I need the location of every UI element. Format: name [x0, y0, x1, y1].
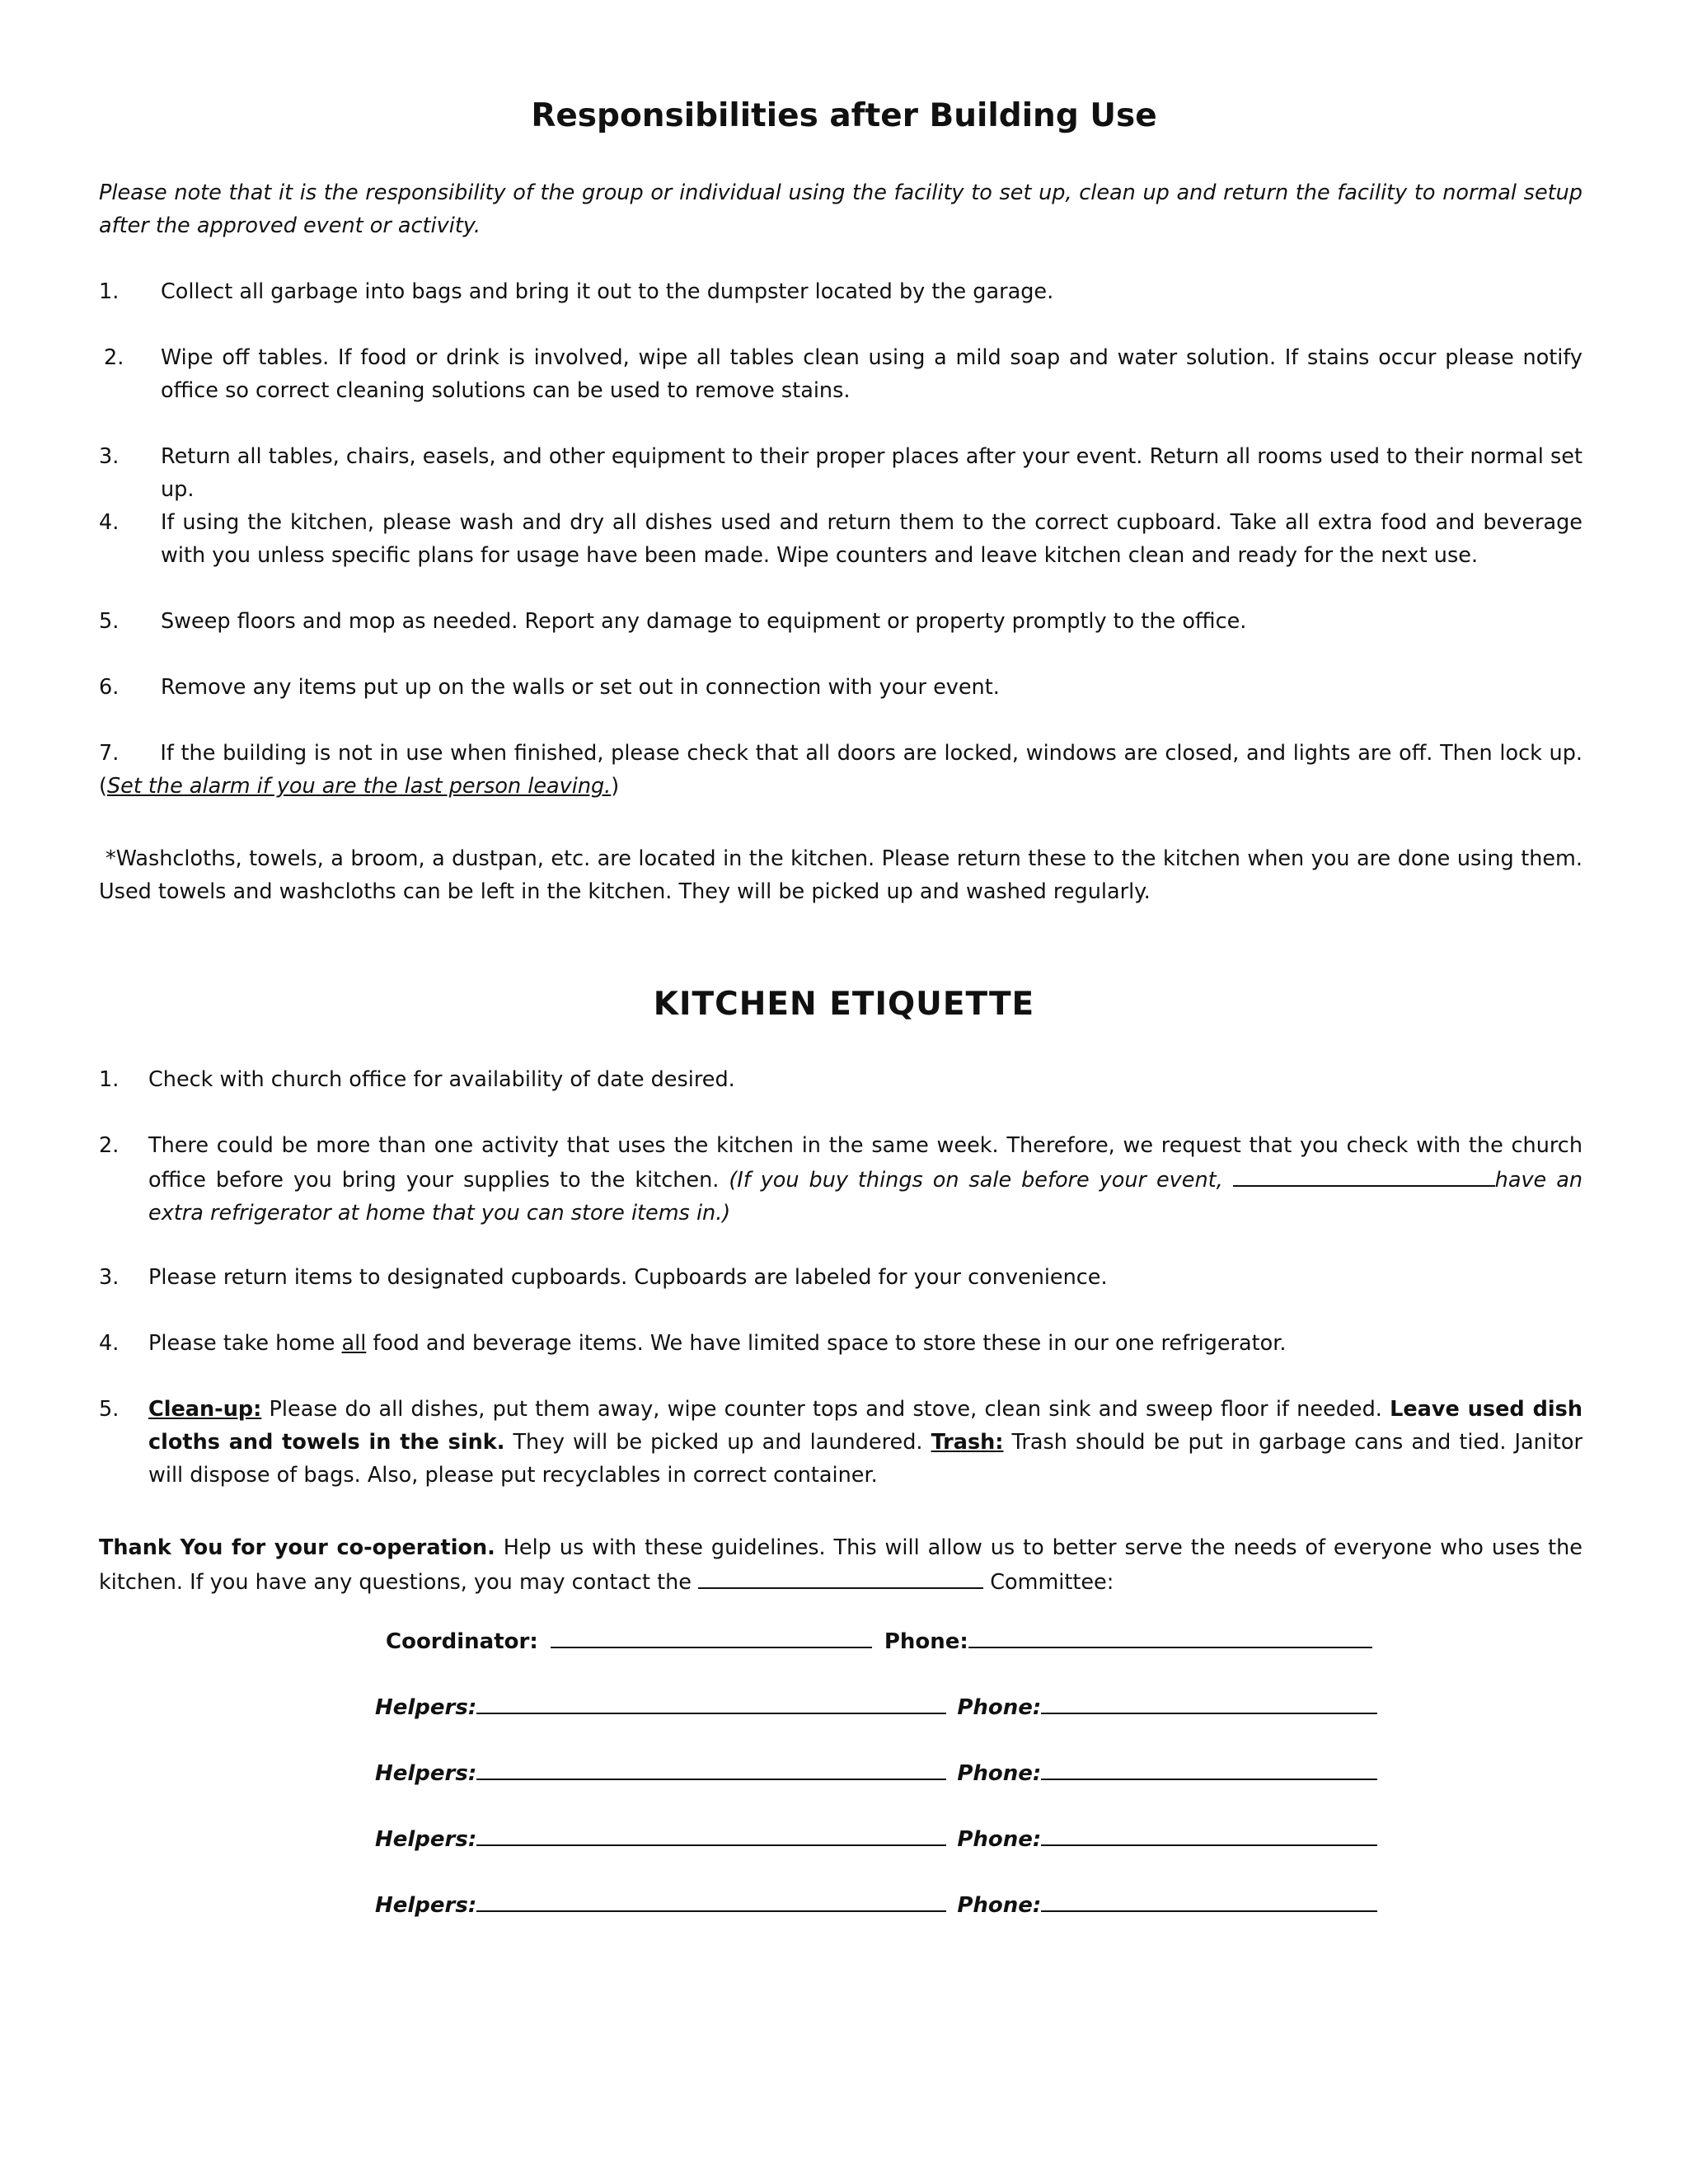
item-number: 4.: [99, 510, 120, 535]
phone-label: Phone:: [957, 1695, 1042, 1720]
thank-you-text: Thank You for your co-operation.: [99, 1535, 495, 1560]
kitchen-item: [99, 1063, 1582, 1096]
item-number: 7.: [99, 741, 120, 766]
helper-row: [375, 1691, 1377, 1724]
item-number: 2.: [104, 345, 124, 370]
item-text: Please do all dishes, put them away, wipe counter tops and stove, clean sink and sweep floor if needed.: [261, 1397, 1390, 1422]
helper-line[interactable]: [476, 1757, 946, 1780]
dish-cloth-note: Leave used dish cloths and towels in the sink.: [148, 1397, 1582, 1455]
item-italic-a: (If you buy things on sale before your event,: [729, 1168, 1233, 1193]
item-italic-b: have an extra refrigerator at home that you can store items in.): [148, 1168, 1582, 1226]
helper-line[interactable]: [476, 1691, 946, 1714]
item-number: 4.: [99, 1331, 120, 1356]
helper-label: Helpers:: [375, 1695, 477, 1720]
responsibility-item: [99, 275, 1582, 308]
item-7-paragraph: [99, 737, 1582, 803]
item-text: If using the kitchen, please wash and dry all dishes used and return them to the correct cupboard. Take all extra food and beverage with you unless specific plans for usage have been made. Wipe counters and leave kitchen clean and ready for the next use.: [161, 510, 1582, 568]
closing-text-end: Committee:: [983, 1570, 1114, 1595]
trash-label: Trash:: [931, 1430, 1004, 1455]
responsibility-item: [99, 341, 1582, 407]
name-blank[interactable]: [1233, 1162, 1495, 1187]
kitchen-item: [99, 1129, 1582, 1230]
item-text: Check with church office for availability of date desired.: [148, 1067, 735, 1092]
item-text: They will be picked up and laundered.: [504, 1430, 931, 1455]
helper-line[interactable]: [476, 1889, 946, 1912]
item-text: Please take home: [148, 1331, 342, 1356]
item-text-end: ): [611, 774, 620, 799]
item-text: Wipe off tables. If food or drink is involved, wipe all tables clean using a mild soap and water solution. If stains occur please notify office so correct cleaning solutions can be used to remove stains.: [161, 345, 1582, 403]
item-text: Sweep floors and mop as needed. Report any damage to equipment or property promptly to the office.: [161, 609, 1247, 634]
all-emphasis: all: [341, 1331, 367, 1356]
responsibility-item: [99, 605, 1582, 638]
washcloth-note-text: *Washcloths, towels, a broom, a dustpan, etc. are located in the kitchen. Please return these to the kitchen when you are done using them. Used towels and washcloths can be left in the kitchen. They will be picked up and washed regularly.: [99, 846, 1582, 904]
coordinator-row: [386, 1625, 1372, 1658]
helper-row: [375, 1889, 1377, 1922]
phone-label: Phone:: [957, 1893, 1042, 1918]
kitchen-item: [99, 1327, 1582, 1360]
coordinator-line[interactable]: [551, 1625, 872, 1648]
closing-paragraph: [99, 1531, 1582, 1599]
item-text: Remove any items put up on the walls or set out in connection with your event.: [161, 675, 1000, 700]
item-number: 1.: [99, 1067, 120, 1092]
item-text: Trash should be put in garbage cans and tied. Janitor will dispose of bags. Also, please put recyclables in correct container.: [148, 1430, 1582, 1488]
washcloth-note: [99, 842, 1582, 908]
coordinator-label: Coordinator:: [386, 1629, 538, 1654]
alarm-note: Set the alarm if you are the last person leaving.: [106, 774, 612, 799]
helper-row: [375, 1757, 1377, 1790]
kitchen-title: KITCHEN ETIQUETTE: [653, 986, 1035, 1023]
item-number: 5.: [99, 609, 120, 634]
kitchen-item: [99, 1261, 1582, 1294]
responsibilities-title: Responsibilities after Building Use: [531, 97, 1157, 134]
helper-phone-line[interactable]: [1041, 1691, 1377, 1714]
responsibility-item: [99, 737, 1582, 803]
item-text: If the building is not in use when finished, please check that all doors are locked, windows are closed, and lights are off. Then lock up. (: [99, 741, 1582, 799]
item-text: Please return items to designated cupboards. Cupboards are labeled for your convenience.: [148, 1265, 1108, 1290]
helper-row: [375, 1823, 1377, 1856]
committee-blank[interactable]: [698, 1564, 983, 1589]
responsibility-item: [99, 506, 1582, 572]
item-number: 1.: [99, 279, 120, 304]
cleanup-label: Clean-up:: [148, 1397, 262, 1422]
kitchen-item: [99, 1393, 1582, 1492]
helper-phone-line[interactable]: [1041, 1757, 1377, 1780]
responsibility-item: [99, 671, 1582, 704]
phone-label: Phone:: [884, 1629, 968, 1654]
helper-phone-line[interactable]: [1041, 1889, 1377, 1912]
item-text-wrap: [148, 1393, 1582, 1492]
item-text-wrap: [148, 1129, 1582, 1230]
item-number: 5.: [99, 1397, 120, 1422]
helper-label: Helpers:: [375, 1827, 477, 1852]
item-number: 3.: [99, 444, 120, 469]
helper-line[interactable]: [476, 1823, 946, 1846]
item-text-wrap: [148, 1327, 1582, 1360]
responsibility-item: [99, 440, 1582, 506]
coordinator-phone-line[interactable]: [968, 1625, 1372, 1648]
helper-phone-line[interactable]: [1041, 1823, 1377, 1846]
item-number: 6.: [99, 675, 120, 700]
helper-label: Helpers:: [375, 1893, 477, 1918]
item-text: Collect all garbage into bags and bring it out to the dumpster located by the garage.: [161, 279, 1054, 304]
phone-label: Phone:: [957, 1827, 1042, 1852]
item-text: food and beverage items. We have limited space to store these in our one refrigerator.: [366, 1331, 1287, 1356]
item-number: 2.: [99, 1133, 120, 1158]
responsibilities-intro: Please note that it is the responsibility of the group or individual using the facility to set up, clean up and return the facility to normal setup after the approved event or activity.: [99, 180, 1582, 238]
item-number: 3.: [99, 1265, 120, 1290]
helper-label: Helpers:: [375, 1761, 477, 1786]
closing-text: Help us with these guidelines. This will allow us to better serve the needs of everyone who uses the kitchen. If you have any questions, you may contact the: [99, 1535, 1582, 1595]
item-text: There could be more than one activity that uses the kitchen in the same week. Therefore, we request that you check with the church office before you bring your supplies to the kitchen.: [148, 1133, 1582, 1193]
item-text: Return all tables, chairs, easels, and other equipment to their proper places after your event. Return all rooms used to their normal set up.: [161, 444, 1582, 502]
phone-label: Phone:: [957, 1761, 1042, 1786]
